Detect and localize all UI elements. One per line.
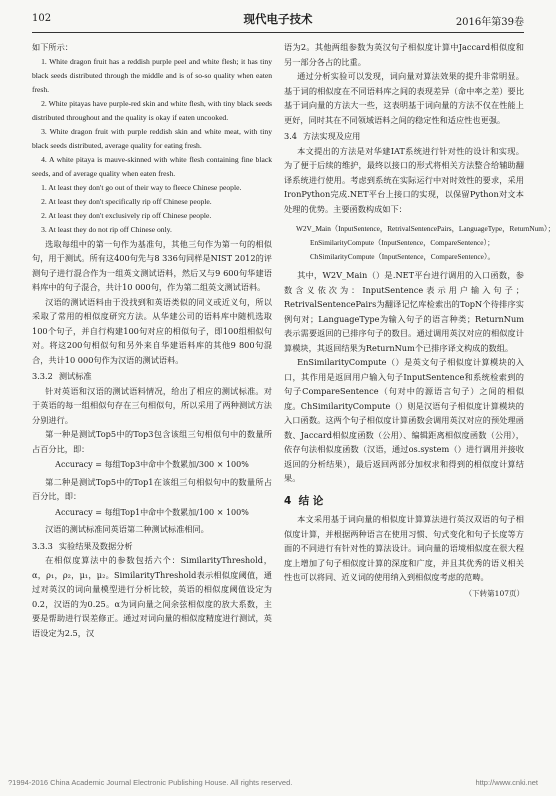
body-paragraph: 第二种是测试Top5中的Top1在该组三句相似句中的数量所占百分比，即： bbox=[32, 476, 272, 501]
example-sentence: 1. At least they don't go out of their way to fleece Chinese people. bbox=[41, 182, 242, 192]
example-sentence: 3. White dragon fruit with purple reddish skin and white meat, with tiny black seeds distributed, average quality for eating fresh. bbox=[32, 126, 272, 150]
body-paragraph: 针对英语和汉语的测试语料情况，给出了相应的测试标准。对于英语的每一组相似句存在三句相似句，所以采用了两种测试方法分别进行。 bbox=[32, 385, 272, 425]
subsection-number: 3.4 bbox=[284, 131, 298, 141]
continued-note: （下转第107页） bbox=[464, 588, 524, 598]
example-sentence: 2. At least they don't exclusively rip off Chinese people. bbox=[41, 210, 212, 220]
footer-url: http://www.cnki.net bbox=[475, 778, 538, 787]
right-column bbox=[284, 40, 555, 601]
body-paragraph: 其中，W2V_Main（）是.NET平台进行调用的入口函数，参数含义依次为：InputSentence表示用户输入句子；RetrivalSentencePairs为翻译记忆库检索出的TopN个待排序实例句对；LanguageType为输入句子的语言种类；ReturnNum表示需要返回的已排序句子的数目。通过调用英汉对应的相似度计算模块，其返回结果为ReturnNum个已排序译文构成的数组。 bbox=[284, 270, 524, 353]
body-paragraph: 本文采用基于词向量的相似度计算算法进行英汉双语的句子相似度计算，并根据两种语言在使用习惯、句式变化和句子长度等方面的不同进行有针对性的算法设计。词向量的语境相似度在很大程度上增加了句子相似度计算的深度和广度，并且其优秀的语义相关性也可以将同、近义词的使用纳入到相似度考虑的范畴。 bbox=[284, 514, 524, 582]
example-sentence: 4. A white pitaya is mauve-skinned with white flesh containing fine black seeds, and of average quality when eaten fresh. bbox=[32, 154, 272, 178]
page-header bbox=[32, 11, 524, 29]
subsection-heading bbox=[32, 539, 272, 554]
example-sentence: 1. White dragon fruit has a reddish purple peel and white flesh; it has tiny black seeds distributed through the middle and is of so-so quality when eaten fresh. bbox=[32, 56, 272, 94]
code-line: W2V_Main（InputSentence，RetrivalSentencePairs，LanguageType，ReturnNum）； bbox=[296, 224, 555, 233]
header-rule bbox=[32, 32, 524, 33]
section-title: 结 论 bbox=[298, 494, 324, 507]
subsection-number: 3.3.2 bbox=[32, 371, 53, 381]
code-line: EnSimilarityCompute（InputSentence，CompareSentence）； bbox=[310, 238, 495, 247]
body-paragraph: 第一种是测试Top5中的Top3包含该组三句相似句中的数量所占百分比，即： bbox=[32, 429, 272, 454]
example-sentence: 2. White pitayas have purple-red skin and white flesh, with tiny black seeds distributed throughout and the quality is okay if eaten uncooked. bbox=[32, 98, 272, 122]
subsection-number: 3.3.3 bbox=[32, 540, 53, 551]
journal-title: 现代电子技术 bbox=[243, 12, 313, 26]
subsection-title: 实验结果及数据分析 bbox=[58, 540, 133, 551]
issue-label: 2016年第39卷 bbox=[455, 17, 524, 28]
page-number: 102 bbox=[32, 13, 52, 24]
body-paragraph: EnSimilarityCompute（）是英文句子相似度计算模块的入口，其作用是返回用户输入句子InputSentence和系统检索到的句子CompareSentence（句对中的源语言句子）之间的相似度。ChSimilarityCompute（）则是汉语句子相似度计算模块的入口函数。这两个句子相似度计算函数会调用英汉对应的预处理函数、Jaccard相似度函数（公用）、编辑距离相似度函数（公用），依存句法相似度函数（汉语，通过os.system（）进行调用并接收返回的分析结果），最后返回两部分加权求和得到的相似度计算结果。 bbox=[284, 357, 524, 483]
subsection-heading bbox=[32, 369, 272, 384]
body-paragraph: 在相似度算法中的参数包括六个：SimilarityThreshold，α，ρ₁，ρ₂，μ₁，μ₂。SimilarityThreshold表示相似度阈值，通过对英汉的词向量模型进行分析比较，英语的相似度阈值设定为0.2，汉语的为0.25。α为词向量之间余弦相似度的放大系数，主要是帮助进行误差修正。通过对词向量的相似度精度进行测试，英语设定为2.5，汉 bbox=[32, 555, 272, 638]
left-column bbox=[32, 40, 272, 640]
example-sentence: 3. At least they do not rip off Chinese only. bbox=[41, 224, 172, 234]
formula: Accuracy = 每组Top1中命中个数累加/100 × 100% bbox=[55, 507, 249, 517]
code-line: ChSimilarityCompute（InputSentence，CompareSentence）。 bbox=[310, 252, 495, 261]
body-paragraph: 本文提出的方法是对华建IAT系统进行针对性的设计和实现。为了便于后续的维护，最终以接口的形式将相关方法整合给辅助翻译系统进行使用。考虑到系统在实际运行中对时效性的要求，采用IronPython完成.NET平台上接口的实现，以保留Python对文本处理的优势。主要函数构成如下： bbox=[284, 145, 524, 214]
body-paragraph: 汉语的测试语料由于没找到和英语类似的同义或近义句，所以采取了常用的相似度研究方法。从华建公司的语料库中随机选取100个句子，并自行构建100句对应的相似句子，即100组相似句对。将这200句相似句和另外来自华建语料库的其他9 800句混合，共计10 000句作为汉语的测试语料。 bbox=[32, 296, 272, 365]
body-paragraph: 通过分析实验可以发现，词向量对算法效果的提升非常明显。基于词的相似度在不同语料库之间的表现差异（命中率之差）要比基于词向量的方法大一些，这表明基于词向量的方法不仅在性能上更好，同时其在不同领域语料之间的稳定性和适应性也更强。 bbox=[284, 71, 524, 125]
formula: Accuracy = 每组Top3中命中个数累加/300 × 100% bbox=[55, 460, 249, 469]
copyright-text: ?1994-2016 China Academic Journal Electronic Publishing House. All rights reserved. bbox=[8, 778, 293, 787]
body-paragraph: 选取每组中的第一句作为基准句，其他三句作为第一句的相似句，用于测试。所有这400句先与8 336句同样是NIST 2012的评测句子进行混合作为一组英文测试语料，然后又与9 600句华建语料库中的句子混合，共计10 000句，作为第二组英文测试语料。 bbox=[32, 238, 272, 292]
intro-text: 如下所示： bbox=[32, 42, 73, 52]
body-paragraph: 汉语的测试标准同英语第二种测试标准相同。 bbox=[45, 524, 209, 534]
example-sentence: 2. At least they don't specifically rip off Chinese people. bbox=[41, 196, 212, 206]
subsection-title: 方法实现及应用 bbox=[303, 131, 361, 141]
body-paragraph: 语为2。其他两组参数为英汉句子相似度计算中Jaccard相似度和另一部分各占的比重。 bbox=[284, 42, 524, 67]
subsection-title: 测试标准 bbox=[58, 371, 92, 381]
section-number: 4 bbox=[284, 494, 292, 507]
code-block bbox=[284, 222, 555, 264]
section-heading bbox=[284, 494, 524, 509]
subsection-heading bbox=[284, 129, 524, 144]
